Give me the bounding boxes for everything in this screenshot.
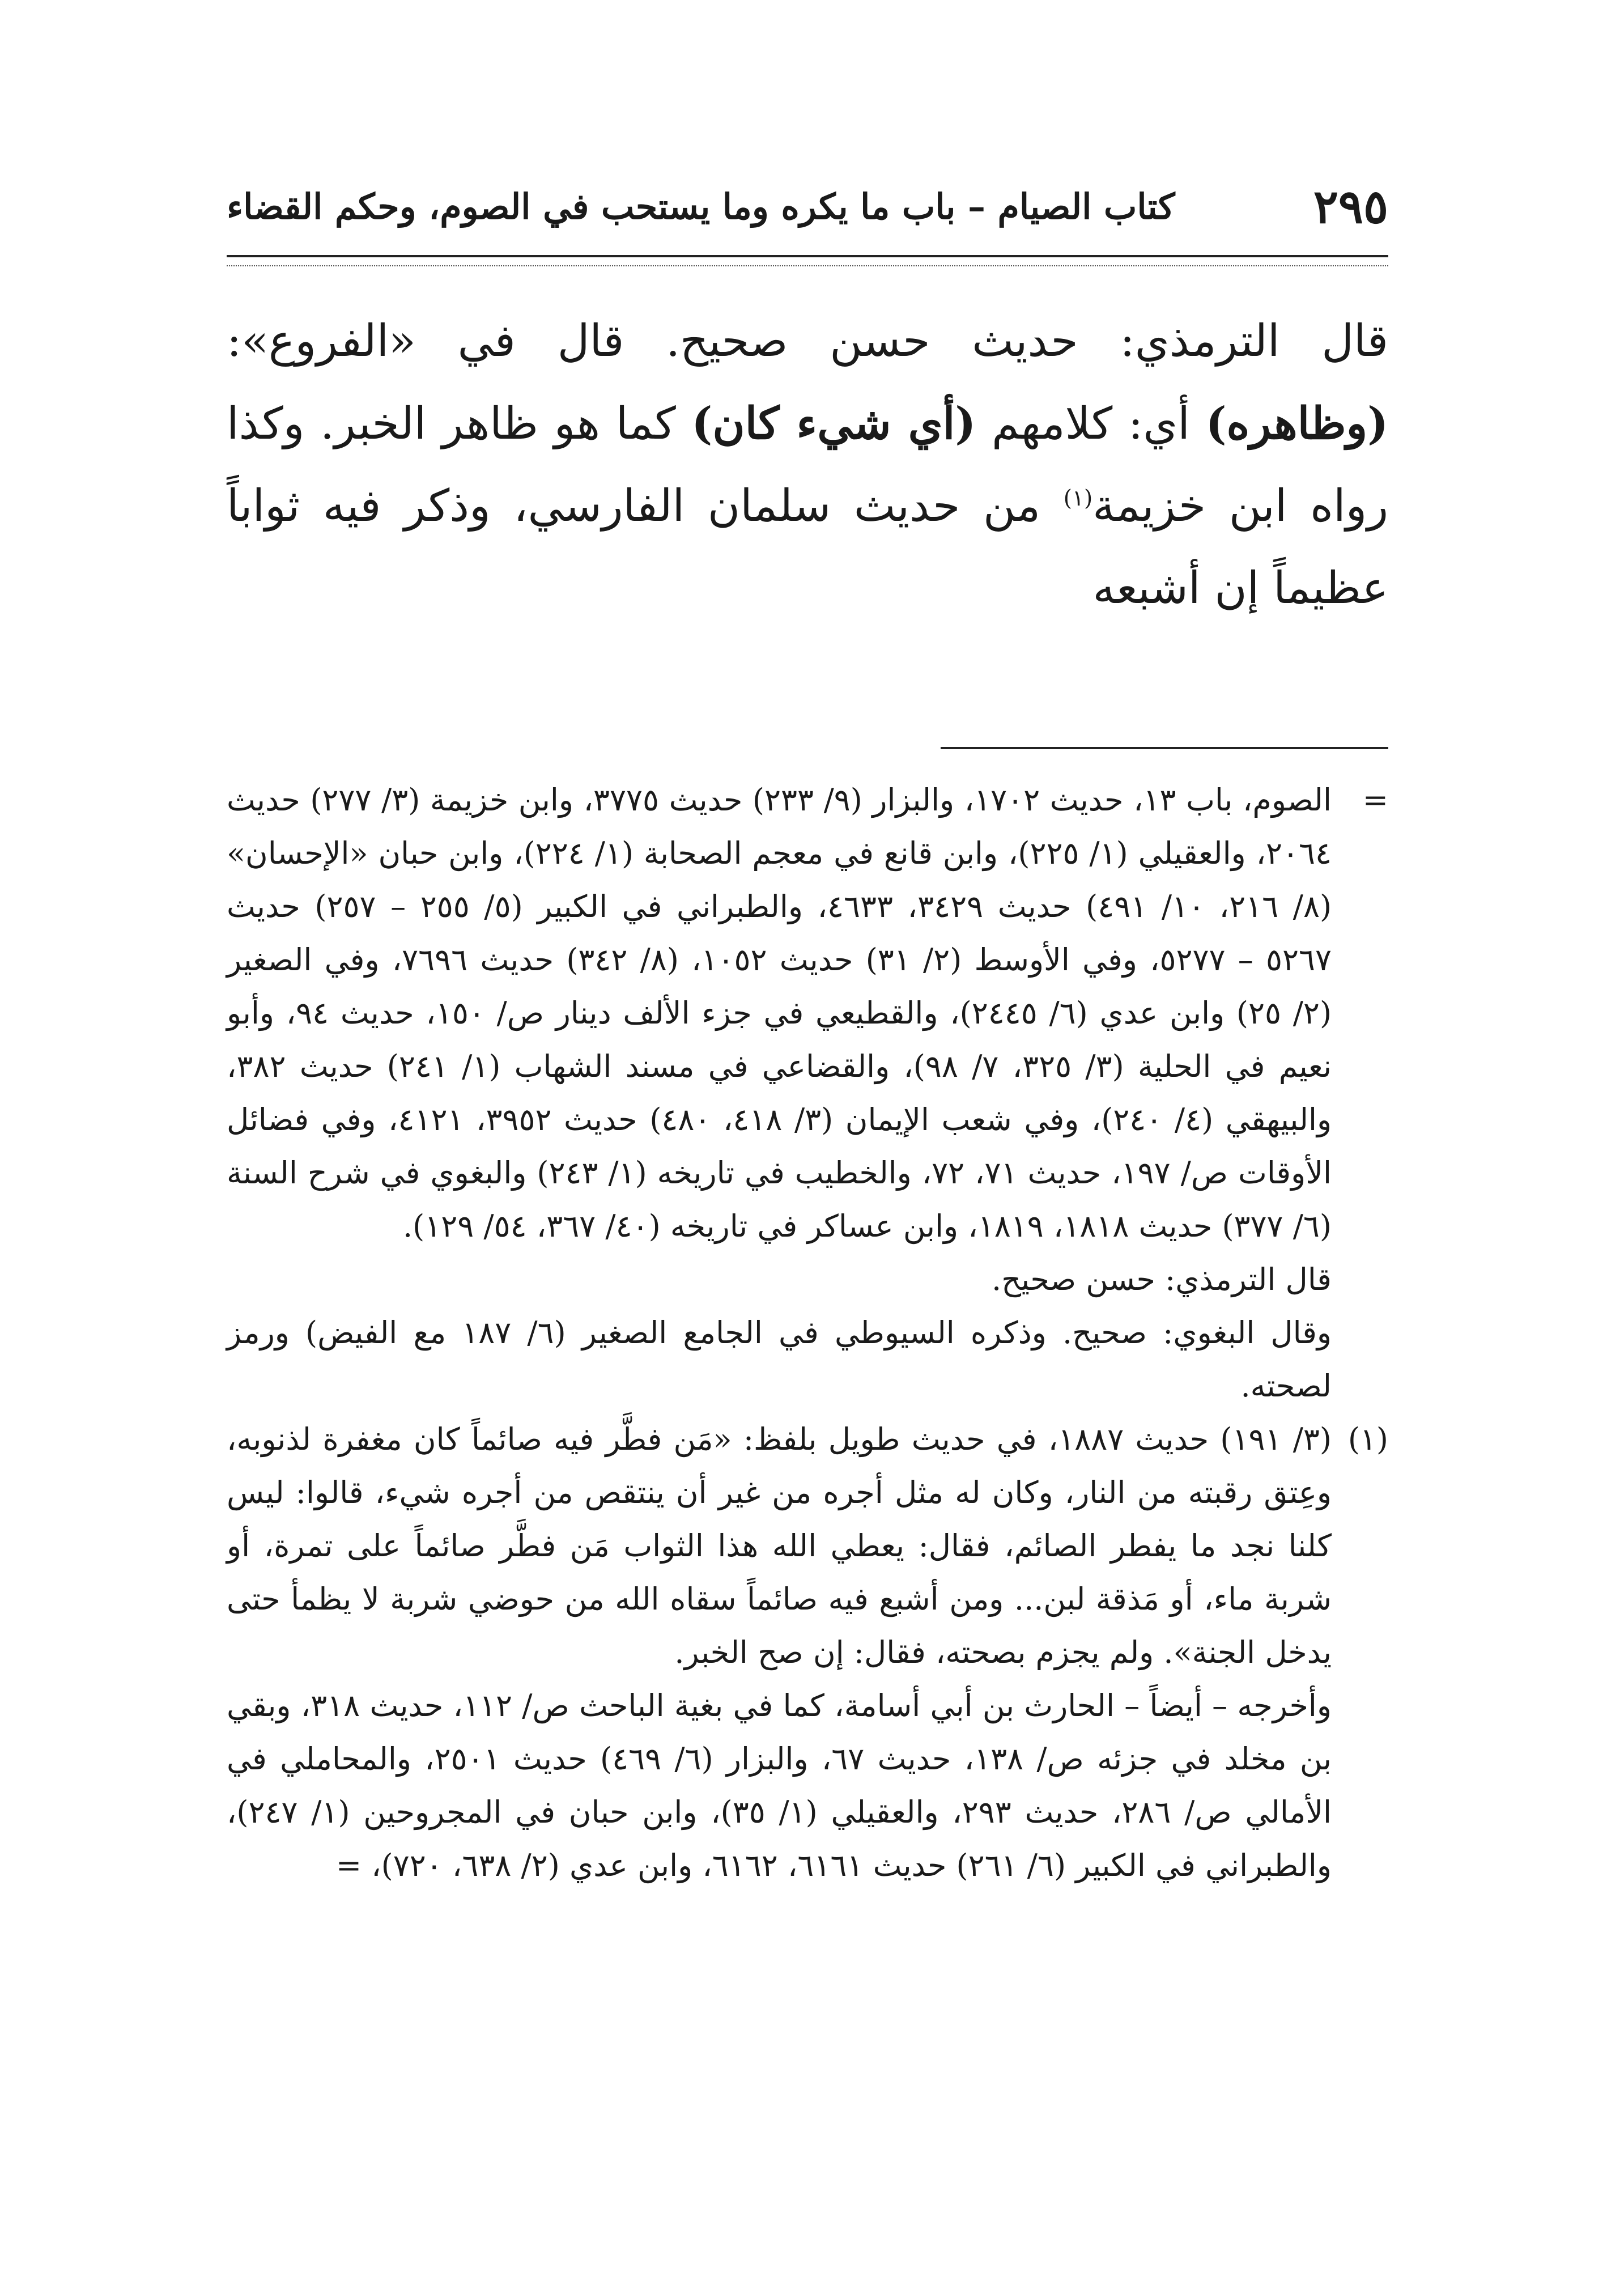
main-text-segment: من حديث سلمان الفارسي، وذكر فيه ثواباً عظيماً إن أشبعه [227,481,1388,614]
main-text [227,300,1388,630]
continuation-marker: = [1362,782,1388,818]
book-page [227,164,1388,2233]
running-header [227,164,1388,249]
footnote-continuation [227,774,1388,1413]
footnotes [227,774,1388,1892]
page-number: ٢٩٥ [1313,180,1388,234]
footnote-paragraph: قال الترمذي: حسن صحيح. [992,1262,1332,1297]
running-title: كتاب الصيام – باب ما يكره وما يستحب في الصوم، وحكم القضاء [227,186,1175,227]
footnote-paragraph: (٣/ ١٩١) حديث ١٨٨٧، في حديث طويل بلفظ: «مَن فطَّر فيه صائماً كان مغفرة لذنوبه، وعِتق رقبته من النار، وكان له مثل أجره من غير أن ينتقص من أجره شيء، قالوا: ليس كلنا نجد ما يفطر الصائم، فقال: يعطي الله هذا الثواب مَن فطَّر صائماً على تمرة، أو شربة ماء، أو مَذقة لبن... ومن أشبع فيه صائماً سقاه الله من حوضي شربة لا يظمأ حتى يدخل الجنة». ولم يجزم بصحته، فقال: إن صح الخبر. [227,1421,1332,1670]
footnote-paragraph: وقال البغوي: صحيح. وذكره السيوطي في الجامع الصغير (٦/ ١٨٧ مع الفيض) ورمز لصحته. [227,1315,1332,1404]
footnote-paragraph: الصوم، باب ١٣، حديث ١٧٠٢، والبزار (٩/ ٢٣٣) حديث ٣٧٧٥، وابن خزيمة (٣/ ٢٧٧) حديث ٢٠٦٤، والعقيلي (١/ ٢٢٥)، وابن قانع في معجم الصحابة (١/ ٢٢٤)، وابن حبان «الإحسان» (٨/ ٢١٦، ١٠/ ٤٩١) حديث ٣٤٢٩، ٤٦٣٣، والطبراني في الكبير (٥/ ٢٥٥ – ٢٥٧) حديث ٥٢٦٧ – ٥٢٧٧، وفي الأوسط (٢/ ٣١) حديث ١٠٥٢، (٨/ ٣٤٢) حديث ٧٦٩٦، وفي الصغير (٢/ ٢٥) وابن عدي (٦/ ٢٤٤٥)، والقطيعي في جزء الألف دينار ص/ ١٥٠، حديث ٩٤، وأبو نعيم في الحلية (٣/ ٣٢٥، ٧/ ٩٨)، والقضاعي في مسند الشهاب (١/ ٢٤١) حديث ٣٨٢، والبيهقي (٤/ ٢٤٠)، وفي شعب الإيمان (٣/ ٤١٨، ٤٨٠) حديث ٣٩٥٢، ٤١٢١، وفي فضائل الأوقات ص/ ١٩٧، حديث ٧١، ٧٢، والخطيب في تاريخه (١/ ٢٤٣) والبغوي في شرح السنة (٦/ ٣٧٧) حديث ١٨١٨، ١٨١٩، وابن عساكر في تاريخه (٤٠/ ٣٦٧، ٥٤/ ١٢٩). [227,782,1332,1244]
main-text-bold-term: (أي شيء كان) [691,398,976,449]
footnote-reference: (١) [1063,486,1093,511]
footnote-body [227,1413,1332,1892]
footnote-1 [227,1413,1388,1892]
header-divider [227,255,1388,266]
footnote-body [227,774,1332,1413]
footnote-paragraph: وأخرجه – أيضاً – الحارث بن أبي أسامة، كما في بغية الباحث ص/ ١١٢، حديث ٣١٨، وبقي بن مخلد في جزئه ص/ ١٣٨، حديث ٦٧، والبزار (٦/ ٤٦٩) حديث ٢٥٠١، والمحاملي في الأمالي ص/ ٢٨٦، حديث ٢٩٣، والعقيلي (١/ ٣٥)، وابن حبان في المجروحين (١/ ٢٤٧)، والطبراني في الكبير (٦/ ٢٦١) حديث ٦١٦١، ٦١٦٢، وابن عدي (٢/ ٦٣٨، ٧٢٠)، = [227,1688,1332,1883]
main-text-bold-term: (وظاهره) [1205,398,1389,449]
main-text-segment: قال الترمذي: حديث حسن صحيح. قال في «الفروع»: [227,316,1388,367]
main-text-segment: كما هو ظاهر الخبر. وكذا رواه ابن خزيمة [227,398,1388,532]
footnote-marker: (١) [1347,1421,1388,1457]
main-text-segment: أي: كلامهم [976,398,1206,449]
footnote-separator [941,747,1388,749]
